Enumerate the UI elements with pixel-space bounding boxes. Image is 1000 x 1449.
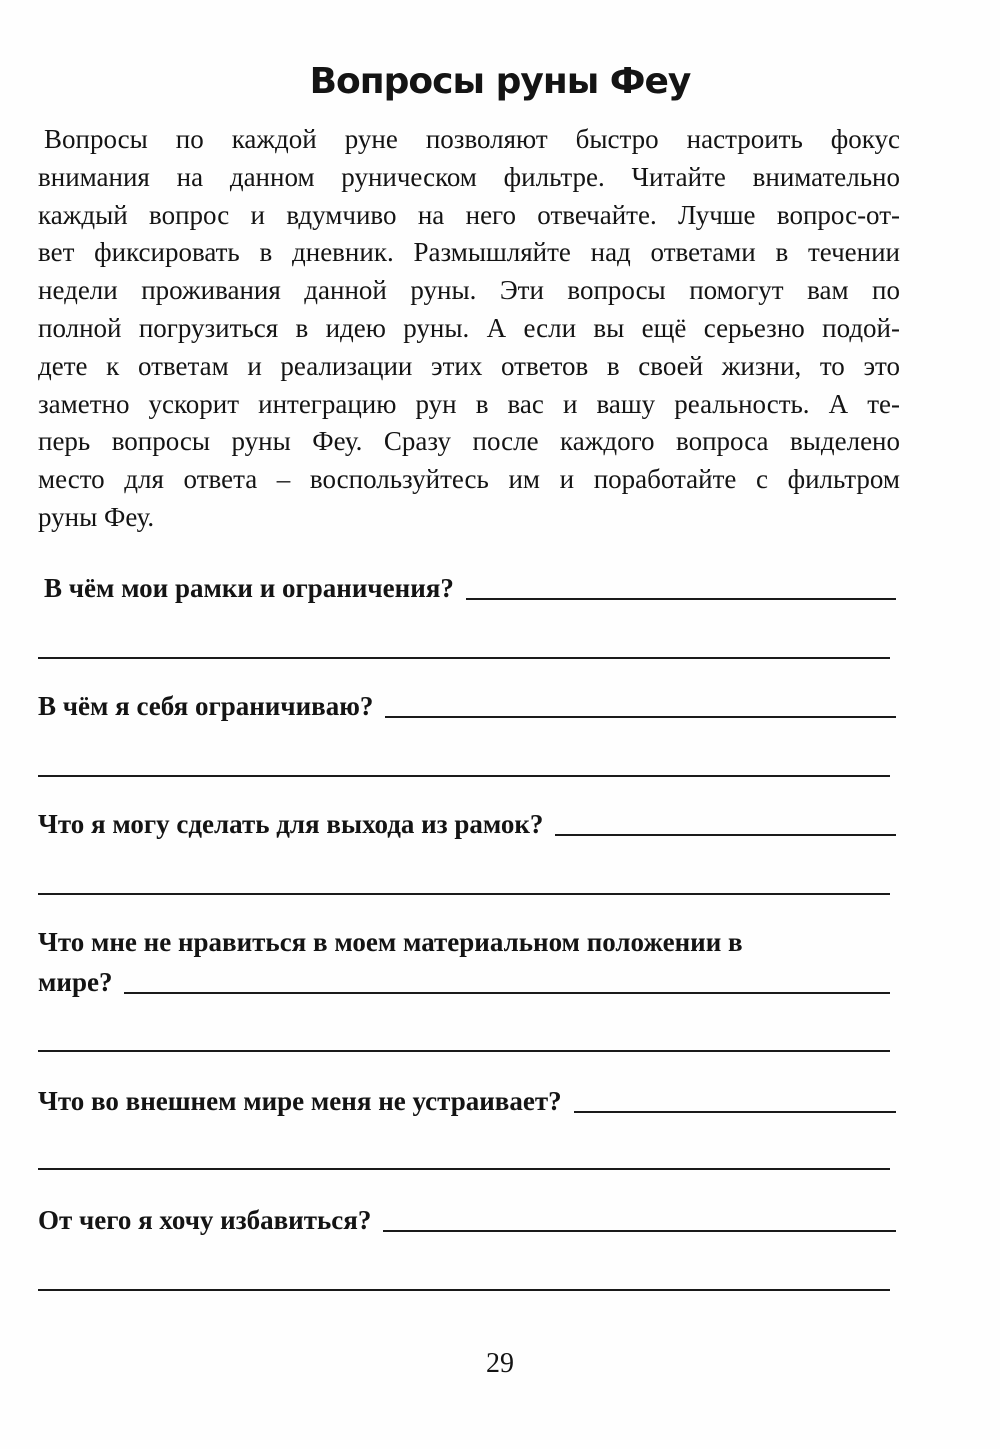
intro-line: внимания на данном руническом фильтре. Читайте внимательно <box>38 161 900 192</box>
intro-line: полной погрузиться в идею руны. А если вы ещё серьезно подой- <box>38 312 900 343</box>
question-1 <box>44 570 896 606</box>
question-text: Что я могу сделать для выхода из рамок? <box>38 809 544 839</box>
question-text: От чего я хочу избавиться? <box>38 1205 372 1235</box>
question-text: Что мне не нравиться в моем материальном положении в <box>38 927 743 957</box>
question-text: В чём мои рамки и ограничения? <box>44 573 454 603</box>
question-2 <box>38 688 896 724</box>
intro-paragraph <box>38 121 900 537</box>
question-text: Что во внешнем мире меня не устраивает? <box>38 1086 562 1116</box>
intro-line: вет фиксировать в дневник. Размышляйте над ответами в течении <box>38 237 900 268</box>
answer-blank[interactable] <box>124 992 890 994</box>
answer-line[interactable] <box>38 1050 890 1052</box>
answer-blank[interactable] <box>555 834 896 836</box>
answer-line[interactable] <box>38 657 890 659</box>
question-6 <box>38 1202 896 1238</box>
intro-line: заметно ускорит интеграцию рун в вас и вашу реальность. А те- <box>38 388 900 419</box>
intro-line: недели проживания данной руны. Эти вопросы помогут вам по <box>38 275 900 306</box>
answer-blank[interactable] <box>574 1111 896 1113</box>
intro-line: руны Феу. <box>38 501 155 532</box>
intro-line: дете к ответам и реализации этих ответов в своей жизни, то это <box>38 350 900 381</box>
question-4 <box>38 924 890 1000</box>
page-title: Вопросы руны Феу <box>309 61 691 102</box>
question-text: мире? <box>38 967 113 997</box>
intro-line: каждый вопрос и вдумчиво на него отвечайте. Лучше вопрос-от- <box>38 199 900 230</box>
answer-blank[interactable] <box>383 1230 896 1232</box>
answer-line[interactable] <box>38 1289 890 1291</box>
intro-line: Вопросы по каждой руне позволяют быстро настроить фокус <box>44 124 900 154</box>
question-5 <box>38 1083 896 1119</box>
question-3 <box>38 806 896 842</box>
answer-line[interactable] <box>38 775 890 777</box>
intro-line: перь вопросы руны Феу. Сразу после каждого вопроса выделено <box>38 426 900 457</box>
answer-line[interactable] <box>38 1168 890 1170</box>
page-number: 29 <box>486 1348 514 1379</box>
answer-blank[interactable] <box>466 598 896 600</box>
answer-line[interactable] <box>38 893 890 895</box>
answer-blank[interactable] <box>385 716 896 718</box>
question-text: В чём я себя ограничиваю? <box>38 691 374 721</box>
intro-line: место для ответа – воспользуйтесь им и поработайте с фильтром <box>38 464 900 495</box>
